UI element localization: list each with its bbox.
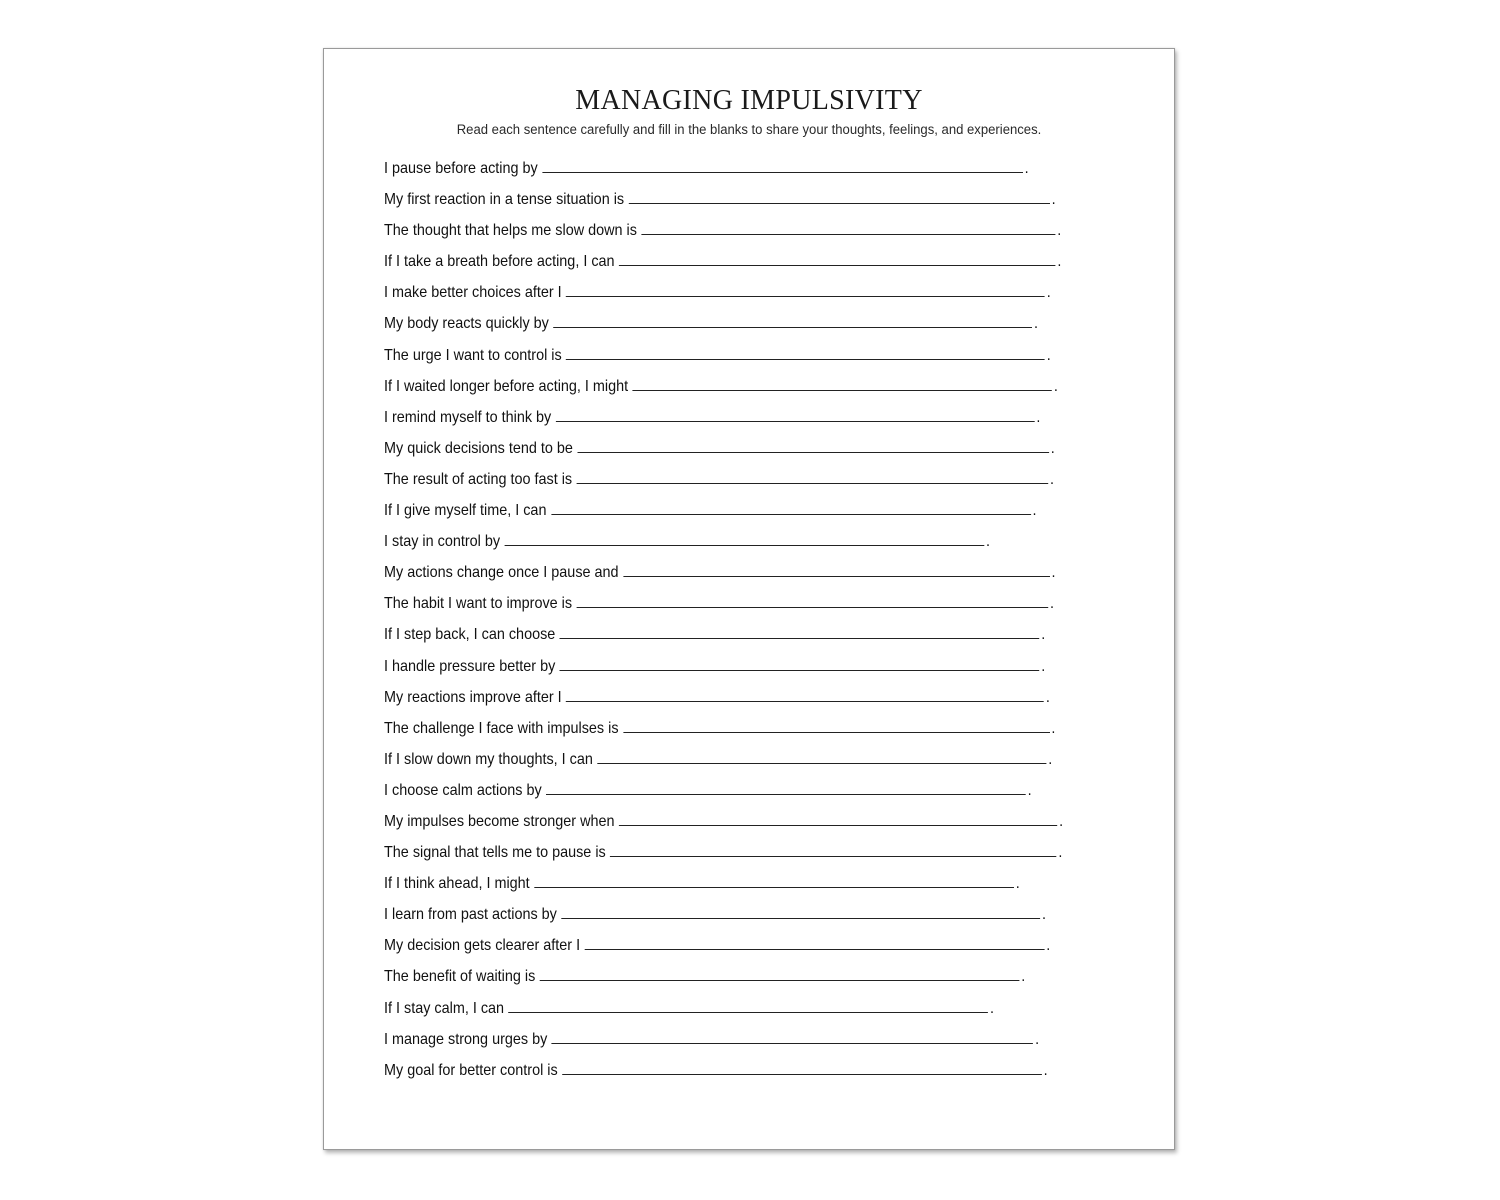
prompt-sentence	[384, 873, 1020, 895]
fill-in-blank[interactable]	[566, 689, 1044, 702]
fill-in-blank[interactable]	[505, 533, 985, 546]
prompt-row	[384, 220, 1139, 251]
prompt-end-punctuation: .	[1021, 968, 1026, 986]
prompt-text: If I slow down my thoughts, I can	[384, 750, 593, 768]
prompt-end-punctuation: .	[1024, 160, 1029, 177]
fill-in-blank[interactable]	[509, 1000, 989, 1013]
prompt-row	[384, 811, 1139, 842]
prompt-row	[384, 904, 1139, 935]
fill-in-blank[interactable]	[540, 968, 1020, 981]
prompt-end-punctuation: .	[986, 533, 991, 551]
prompt-text: My reactions improve after I	[384, 688, 562, 706]
fill-in-blank[interactable]	[553, 315, 1032, 328]
prompt-text: If I stay calm, I can	[384, 999, 505, 1017]
prompt-sentence	[384, 1060, 1048, 1082]
prompt-text: I stay in control by	[384, 533, 501, 551]
fill-in-blank[interactable]	[552, 1031, 1033, 1044]
prompt-end-punctuation: .	[1041, 626, 1046, 644]
prompt-end-punctuation: .	[1036, 408, 1041, 426]
prompt-text: I manage strong urges by	[384, 1030, 548, 1048]
prompt-row	[384, 282, 1139, 313]
prompt-sentence	[384, 500, 1036, 522]
prompt-text: If I step back, I can choose	[384, 626, 556, 644]
prompt-sentence	[384, 842, 1062, 864]
fill-in-blank[interactable]	[566, 347, 1045, 360]
prompt-text: I learn from past actions by	[384, 906, 557, 924]
fill-in-blank[interactable]	[623, 564, 1050, 577]
prompt-text: The result of acting too fast is	[384, 470, 573, 488]
prompt-text: If I give myself time, I can	[384, 502, 547, 520]
prompt-text: If I waited longer before acting, I might	[384, 377, 629, 395]
prompt-text: The challenge I face with impulses is	[384, 719, 619, 737]
prompt-sentence	[384, 313, 1038, 335]
prompt-text: I pause before acting by	[384, 160, 538, 177]
prompt-row	[384, 407, 1139, 438]
prompt-sentence	[384, 562, 1055, 584]
fill-in-blank[interactable]	[610, 844, 1056, 857]
prompt-end-punctuation: .	[1049, 595, 1054, 613]
prompt-row	[384, 998, 1139, 1029]
prompt-sentence	[384, 718, 1055, 740]
prompt-sentence	[384, 935, 1050, 957]
prompt-row	[384, 593, 1139, 624]
prompt-sentence	[384, 251, 1061, 273]
prompt-end-punctuation: .	[1051, 191, 1056, 209]
prompt-row	[384, 842, 1139, 873]
fill-in-blank[interactable]	[633, 378, 1052, 391]
prompt-text: My body reacts quickly by	[384, 315, 549, 333]
prompt-sentence	[384, 407, 1040, 429]
fill-in-blank[interactable]	[551, 502, 1031, 515]
prompt-end-punctuation: .	[1032, 502, 1037, 520]
prompt-sentence	[384, 220, 1061, 242]
prompt-end-punctuation: .	[1027, 781, 1032, 799]
prompt-end-punctuation: .	[1045, 688, 1050, 706]
fill-in-blank[interactable]	[560, 658, 1040, 671]
prompt-sentence	[384, 438, 1055, 460]
prompt-sentence	[384, 376, 1058, 398]
fill-in-blank[interactable]	[556, 409, 1035, 422]
fill-in-blank[interactable]	[619, 253, 1055, 266]
prompt-sentence	[384, 593, 1054, 615]
prompt-row	[384, 469, 1139, 500]
worksheet-page	[323, 48, 1175, 1150]
prompt-row	[384, 251, 1139, 282]
prompt-row	[384, 345, 1139, 376]
fill-in-blank[interactable]	[577, 595, 1049, 608]
prompt-end-punctuation: .	[1041, 657, 1046, 675]
prompt-sentence	[384, 904, 1046, 926]
prompt-end-punctuation: .	[1048, 750, 1053, 768]
fill-in-blank[interactable]	[585, 937, 1045, 950]
prompt-end-punctuation: .	[1046, 346, 1051, 364]
prompt-row	[384, 376, 1139, 407]
fill-in-blank[interactable]	[562, 1062, 1042, 1075]
prompt-row	[384, 935, 1139, 966]
prompt-end-punctuation: .	[1057, 222, 1062, 240]
fill-in-blank[interactable]	[560, 626, 1040, 639]
prompt-row	[384, 500, 1139, 531]
fill-in-blank[interactable]	[546, 782, 1026, 795]
prompt-row	[384, 313, 1139, 344]
prompt-row	[384, 531, 1139, 562]
prompt-sentence	[384, 998, 994, 1020]
fill-in-blank[interactable]	[577, 471, 1049, 484]
prompt-text: I make better choices after I	[384, 284, 562, 302]
fill-in-blank[interactable]	[566, 284, 1045, 297]
prompt-sentence	[384, 1029, 1039, 1051]
fill-in-blank[interactable]	[542, 160, 1023, 173]
prompt-end-punctuation: .	[990, 999, 995, 1017]
prompt-text: The benefit of waiting is	[384, 968, 536, 986]
prompt-row	[384, 780, 1139, 811]
prompt-end-punctuation: .	[1046, 284, 1051, 302]
worksheet-title: MANAGING IMPULSIVITY	[575, 85, 923, 116]
prompt-row	[384, 158, 1139, 189]
prompt-sentence	[384, 345, 1051, 367]
prompt-sentence	[384, 189, 1056, 211]
prompt-sentence	[384, 158, 1029, 180]
prompt-sentence	[384, 780, 1032, 802]
prompt-row	[384, 873, 1139, 904]
prompt-text: My first reaction in a tense situation is	[384, 191, 625, 209]
prompt-end-punctuation: .	[1051, 719, 1056, 737]
prompt-sentence	[384, 656, 1045, 678]
prompt-text: I choose calm actions by	[384, 781, 542, 799]
prompt-text: My actions change once I pause and	[384, 564, 619, 582]
prompt-end-punctuation: .	[1046, 937, 1051, 955]
prompt-sentence	[384, 282, 1051, 304]
prompt-row	[384, 749, 1139, 780]
prompt-row	[384, 687, 1139, 718]
prompt-text: My quick decisions tend to be	[384, 439, 573, 457]
prompt-sentence	[384, 531, 990, 553]
prompt-end-punctuation: .	[1058, 844, 1063, 862]
prompt-sentence	[384, 469, 1054, 491]
fill-in-blank[interactable]	[534, 875, 1014, 888]
prompt-sentence	[384, 749, 1052, 771]
prompt-end-punctuation: .	[1050, 470, 1055, 488]
prompt-text: The thought that helps me slow down is	[384, 222, 637, 240]
prompt-row	[384, 718, 1139, 749]
prompt-text: If I think ahead, I might	[384, 875, 530, 893]
fill-in-blank[interactable]	[577, 440, 1049, 453]
prompt-end-punctuation: .	[1053, 377, 1058, 395]
worksheet-instructions: Read each sentence carefully and fill in the blanks to share your thoughts, feelings, and experiences.	[456, 122, 1042, 137]
fill-in-blank[interactable]	[623, 720, 1050, 733]
prompt-end-punctuation: .	[1041, 906, 1046, 924]
fill-in-blank[interactable]	[629, 191, 1050, 204]
fill-in-blank[interactable]	[641, 222, 1055, 235]
prompt-sentence	[384, 811, 1063, 833]
prompt-end-punctuation: .	[1059, 812, 1064, 830]
prompt-text: My decision gets clearer after I	[384, 937, 581, 955]
prompt-row	[384, 656, 1139, 687]
prompt-end-punctuation: .	[1057, 253, 1062, 271]
prompt-row	[384, 1029, 1139, 1060]
prompt-text: The habit I want to improve is	[384, 595, 573, 613]
prompt-text: My impulses become stronger when	[384, 812, 615, 830]
fill-in-blank[interactable]	[561, 906, 1040, 919]
prompt-end-punctuation: .	[1050, 439, 1055, 457]
prompt-end-punctuation: .	[1051, 564, 1056, 582]
fill-in-blank[interactable]	[619, 813, 1057, 826]
prompt-row	[384, 1060, 1139, 1091]
prompt-row	[384, 438, 1139, 469]
prompt-text: If I take a breath before acting, I can	[384, 253, 615, 271]
prompt-row	[384, 966, 1139, 997]
prompt-sentence	[384, 966, 1025, 988]
prompt-end-punctuation: .	[1035, 1030, 1040, 1048]
prompt-text: The urge I want to control is	[384, 346, 562, 364]
prompt-sentence	[384, 687, 1050, 709]
prompt-row	[384, 562, 1139, 593]
prompt-text: I remind myself to think by	[384, 408, 552, 426]
prompt-text: I handle pressure better by	[384, 657, 556, 675]
prompt-end-punctuation: .	[1043, 1061, 1048, 1079]
fill-in-blank[interactable]	[597, 751, 1046, 764]
prompt-text: My goal for better control is	[384, 1061, 558, 1079]
prompt-text: The signal that tells me to pause is	[384, 844, 606, 862]
prompt-row	[384, 189, 1139, 220]
prompt-list	[384, 158, 1139, 1091]
prompt-end-punctuation: .	[1015, 875, 1020, 893]
prompt-end-punctuation: .	[1033, 315, 1038, 333]
prompt-row	[384, 624, 1139, 655]
prompt-sentence	[384, 624, 1045, 646]
